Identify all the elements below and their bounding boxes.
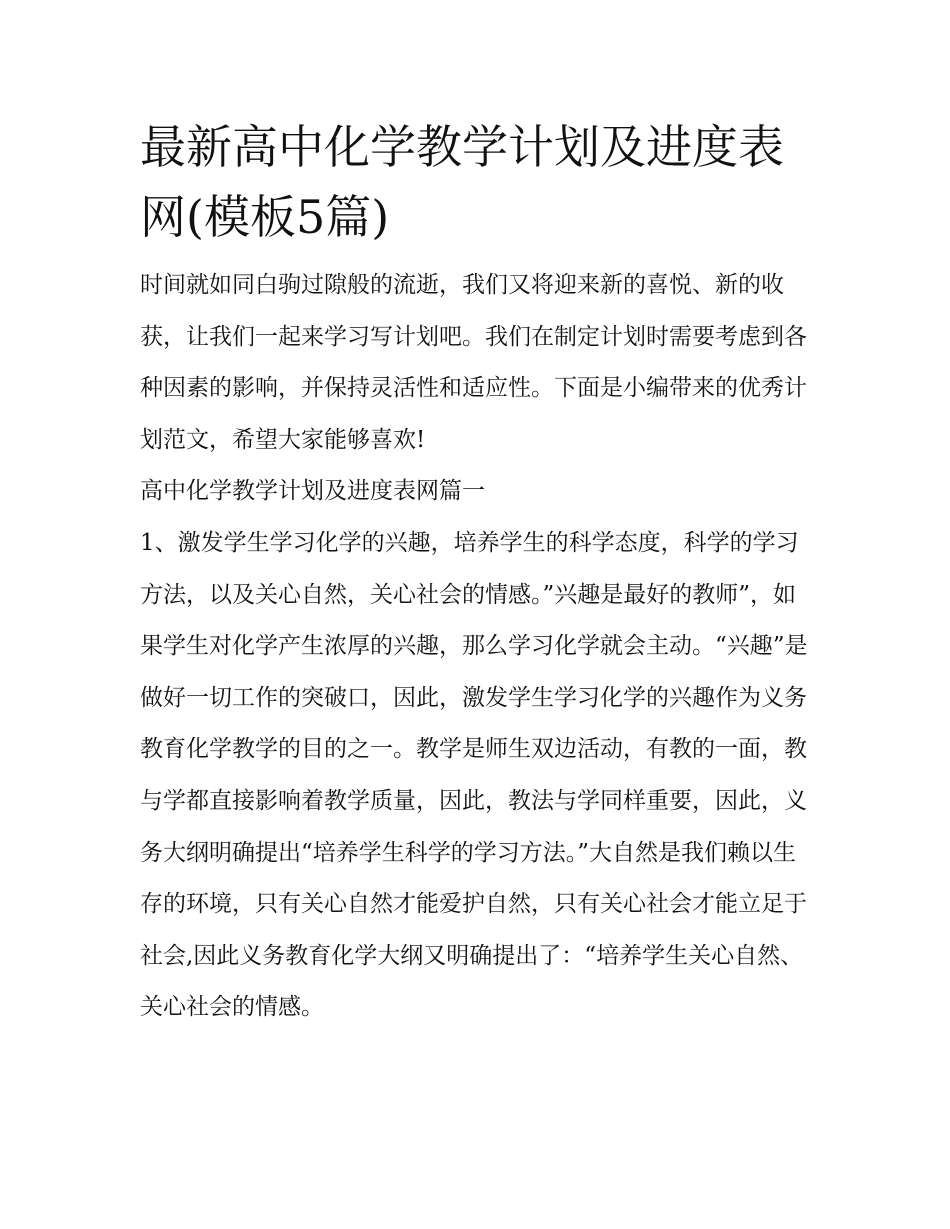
body-paragraph: 1、激发学生学习化学的兴趣，培养学生的科学态度，科学的学习方法，以及关心自然，关心社会的情感。”兴趣是最好的教师”，如果学生对化学产生浓厚的兴趣，那么学习化学就会主动。“兴趣”是做好一切工作的突破口，因此，激发学生学习化学的兴趣作为义务教育化学教学的目的之一。教学是师生双边活动，有教的一面，教与学都直接影响着教学质量，因此，教法与学同样重要，因此，义务大纲明确提出“培养学生科学的学习方法。”大自然是我们赖以生存的环境，只有关心自然才能爱护自然，只有关心社会才能立足于社会,因此义务教育化学大纲又明确提出了：“培养学生关心自然、关心社会的情感。 bbox=[140, 529, 808, 1021]
intro-paragraph: 时间就如同白驹过隙般的流逝，我们又将迎来新的喜悦、新的收获，让我们一起来学习写计划吧。我们在制定计划时需要考虑到各种因素的影响，并保持灵活性和适应性。下面是小编带来的优秀计划范文，希望大家能够喜欢! bbox=[140, 272, 807, 453]
section-heading: 高中化学教学计划及进度表网篇一 bbox=[140, 478, 485, 505]
document-title: 最新高中化学教学计划及进度表网(模板5篇) bbox=[140, 120, 784, 244]
document-content bbox=[140, 112, 812, 1034]
